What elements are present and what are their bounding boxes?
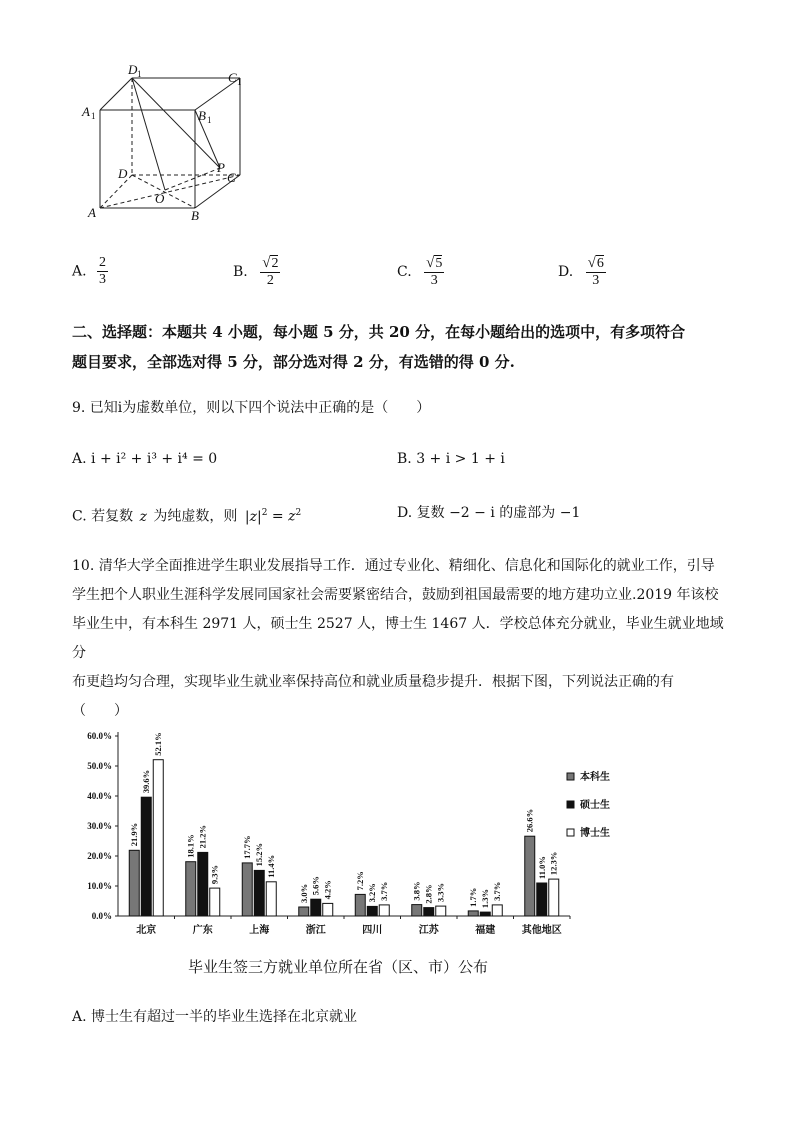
option-letter: A. bbox=[72, 263, 87, 280]
data-label: 12.3% bbox=[548, 851, 559, 876]
cube-figure bbox=[70, 60, 260, 230]
chart-title: 毕业生签三方就业单位所在省（区、市）公布 bbox=[188, 958, 489, 976]
option-letter: D. bbox=[558, 264, 574, 280]
label-c: C bbox=[227, 170, 236, 185]
label-c1: C bbox=[228, 70, 237, 85]
fraction bbox=[424, 255, 444, 289]
data-label: 3.7% bbox=[379, 881, 390, 901]
bar bbox=[537, 883, 547, 916]
legend-swatch bbox=[567, 773, 574, 780]
bar bbox=[367, 906, 377, 916]
numerator: 2 bbox=[99, 255, 107, 270]
fraction bbox=[97, 255, 108, 288]
sqrt-icon: √ bbox=[262, 255, 271, 271]
q8-option-d[interactable] bbox=[558, 255, 606, 289]
category-label: 浙江 bbox=[305, 925, 326, 936]
legend-swatch bbox=[567, 801, 574, 808]
sub-a1: 1 bbox=[91, 111, 96, 121]
bar bbox=[323, 903, 333, 916]
section2-heading bbox=[72, 317, 685, 377]
category-label: 上海 bbox=[249, 925, 270, 936]
bar bbox=[549, 879, 559, 916]
bar bbox=[468, 911, 478, 916]
q10-line3: 毕业生中，有本科生 2971 人，硕士生 2527 人，博士生 1467 人．学校总体充分就业，毕业生就业地域分 bbox=[72, 616, 724, 661]
bar bbox=[436, 906, 446, 916]
bar bbox=[210, 888, 220, 916]
legend-label: 硕士生 bbox=[580, 800, 610, 811]
label-d1: D bbox=[128, 62, 138, 77]
y-tick-label: 0.0% bbox=[91, 911, 112, 921]
y-tick-label: 40.0% bbox=[87, 791, 112, 801]
bar bbox=[141, 797, 151, 916]
data-label: 52.1% bbox=[153, 732, 164, 756]
bar bbox=[198, 852, 208, 916]
category-label: 其他地区 bbox=[521, 925, 562, 936]
option-letter: C. bbox=[397, 264, 412, 280]
q10-line4: 布更趋均匀合理，实现毕业生就业率保持高位和就业质量稳步提升．根据下图，下列说法正确的有 bbox=[72, 674, 674, 690]
option-c-prefix: C. 若复数 bbox=[72, 508, 134, 525]
q10-line5: （ ） bbox=[72, 703, 128, 719]
bar bbox=[412, 905, 422, 916]
y-tick-label: 60.0% bbox=[87, 731, 112, 741]
y-tick-label: 20.0% bbox=[87, 851, 112, 861]
data-label: 3.3% bbox=[435, 882, 446, 903]
data-label: 11.0% bbox=[536, 856, 547, 879]
q9-stem: 9. 已知i为虚数单位，则以下四个说法中正确的是（ ） bbox=[72, 400, 431, 416]
bar bbox=[129, 850, 139, 916]
bar bbox=[311, 899, 321, 916]
y-tick-label: 10.0% bbox=[87, 881, 112, 891]
denominator: 3 bbox=[430, 273, 438, 288]
numerator bbox=[424, 255, 444, 273]
q10-line2: 学生把个人职业生涯科学发展同国家社会需要紧密结合，鼓励到祖国最需要的地方建功立业.2019 年该校 bbox=[72, 587, 719, 603]
data-label: 7.2% bbox=[355, 871, 366, 891]
label-b1: B bbox=[198, 108, 206, 123]
data-label: 3.0% bbox=[298, 883, 309, 903]
bar bbox=[424, 908, 434, 916]
data-label: 11.4% bbox=[266, 854, 277, 878]
numerator bbox=[586, 255, 606, 273]
sub-d1: 1 bbox=[137, 69, 142, 79]
data-label: 21.2% bbox=[197, 825, 208, 849]
q8-option-b[interactable] bbox=[233, 255, 280, 289]
data-label: 5.6% bbox=[310, 876, 321, 896]
label-b: B bbox=[191, 208, 199, 223]
legend-label: 博士生 bbox=[580, 828, 610, 839]
label-d: D bbox=[118, 166, 128, 181]
q9-option-b[interactable]: B. 3 + i > 1 + i bbox=[397, 451, 505, 467]
q10-stem bbox=[72, 552, 732, 726]
section2-line1: 二、选择题：本题共 4 小题，每小题 5 分，共 20 分，在每小题给出的选项中，有多项符合 bbox=[72, 323, 686, 341]
label-a: A bbox=[88, 205, 96, 220]
data-label: 3.8% bbox=[411, 881, 422, 901]
data-label: 15.2% bbox=[254, 843, 265, 867]
q9-option-c[interactable]: C. 若复数 z 为纯虚数，则 $|z|^2 = z^2$ bbox=[72, 508, 302, 525]
q9-option-a[interactable]: A. i + i² + i³ + i⁴ = 0 bbox=[72, 451, 218, 467]
data-label: 3.7% bbox=[492, 881, 503, 901]
q9-option-d[interactable]: D. 复数 −2 − i 的虚部为 −1 bbox=[397, 505, 581, 521]
q10-line1: 10. 清华大学全面推进学生职业发展指导工作．通过专业化、精细化、信息化和国际化的就业工作，引导 bbox=[72, 558, 715, 574]
y-tick-label: 30.0% bbox=[87, 821, 112, 831]
legend-swatch bbox=[567, 829, 574, 836]
bar bbox=[355, 894, 365, 916]
q8-option-c[interactable] bbox=[397, 255, 444, 289]
bar bbox=[480, 912, 490, 916]
bar bbox=[153, 760, 163, 916]
category-label: 北京 bbox=[136, 925, 157, 936]
data-label: 18.1% bbox=[185, 834, 196, 858]
fraction bbox=[586, 255, 606, 289]
sub-c1: 1 bbox=[237, 77, 242, 87]
label-a1: A bbox=[82, 104, 90, 119]
data-label: 9.3% bbox=[209, 864, 220, 885]
legend-label: 本科生 bbox=[580, 772, 610, 783]
fraction bbox=[260, 255, 280, 289]
option-c-mid: 为纯虚数，则 bbox=[153, 508, 238, 525]
category-label: 江苏 bbox=[418, 925, 439, 936]
data-label: 26.6% bbox=[524, 808, 535, 833]
data-label: 2.8% bbox=[423, 884, 434, 904]
data-label: 17.7% bbox=[242, 835, 253, 859]
data-label: 1.7% bbox=[468, 887, 479, 907]
category-label: 福建 bbox=[475, 925, 496, 936]
bar-chart bbox=[70, 722, 630, 947]
bar bbox=[186, 862, 196, 916]
data-label: 39.6% bbox=[141, 769, 152, 794]
denominator: 3 bbox=[592, 273, 600, 288]
denominator: 2 bbox=[266, 273, 274, 288]
bar bbox=[379, 905, 389, 916]
category-label: 四川 bbox=[362, 925, 383, 936]
sqrt-icon: √ bbox=[587, 255, 596, 271]
radicand: 5 bbox=[435, 256, 443, 271]
bar bbox=[242, 863, 252, 916]
numerator bbox=[260, 255, 280, 273]
denominator: 3 bbox=[99, 272, 107, 287]
sqrt-icon: √ bbox=[426, 255, 435, 271]
radicand: 6 bbox=[596, 256, 604, 271]
bar bbox=[254, 870, 264, 916]
bar bbox=[299, 907, 309, 916]
data-label: 21.9% bbox=[129, 822, 140, 847]
bar bbox=[266, 882, 276, 916]
category-label: 广东 bbox=[192, 925, 213, 936]
data-label: 1.3% bbox=[480, 888, 491, 909]
data-label: 3.2% bbox=[367, 883, 378, 903]
label-p: P bbox=[217, 160, 225, 175]
data-label: 4.2% bbox=[322, 880, 333, 900]
section2-line2: 题目要求，全部选对得 5 分，部分选对得 2 分，有选错的得 0 分. bbox=[72, 353, 515, 371]
q8-option-a[interactable] bbox=[72, 255, 108, 288]
y-tick-label: 50.0% bbox=[87, 761, 112, 771]
label-o: O bbox=[155, 191, 165, 206]
sub-b1: 1 bbox=[207, 115, 212, 125]
radicand: 2 bbox=[271, 256, 279, 271]
q10-option-a[interactable]: A. 博士生有超过一半的毕业生选择在北京就业 bbox=[72, 1009, 358, 1025]
bar bbox=[492, 905, 502, 916]
option-letter: B. bbox=[233, 264, 248, 280]
bar bbox=[525, 836, 535, 916]
